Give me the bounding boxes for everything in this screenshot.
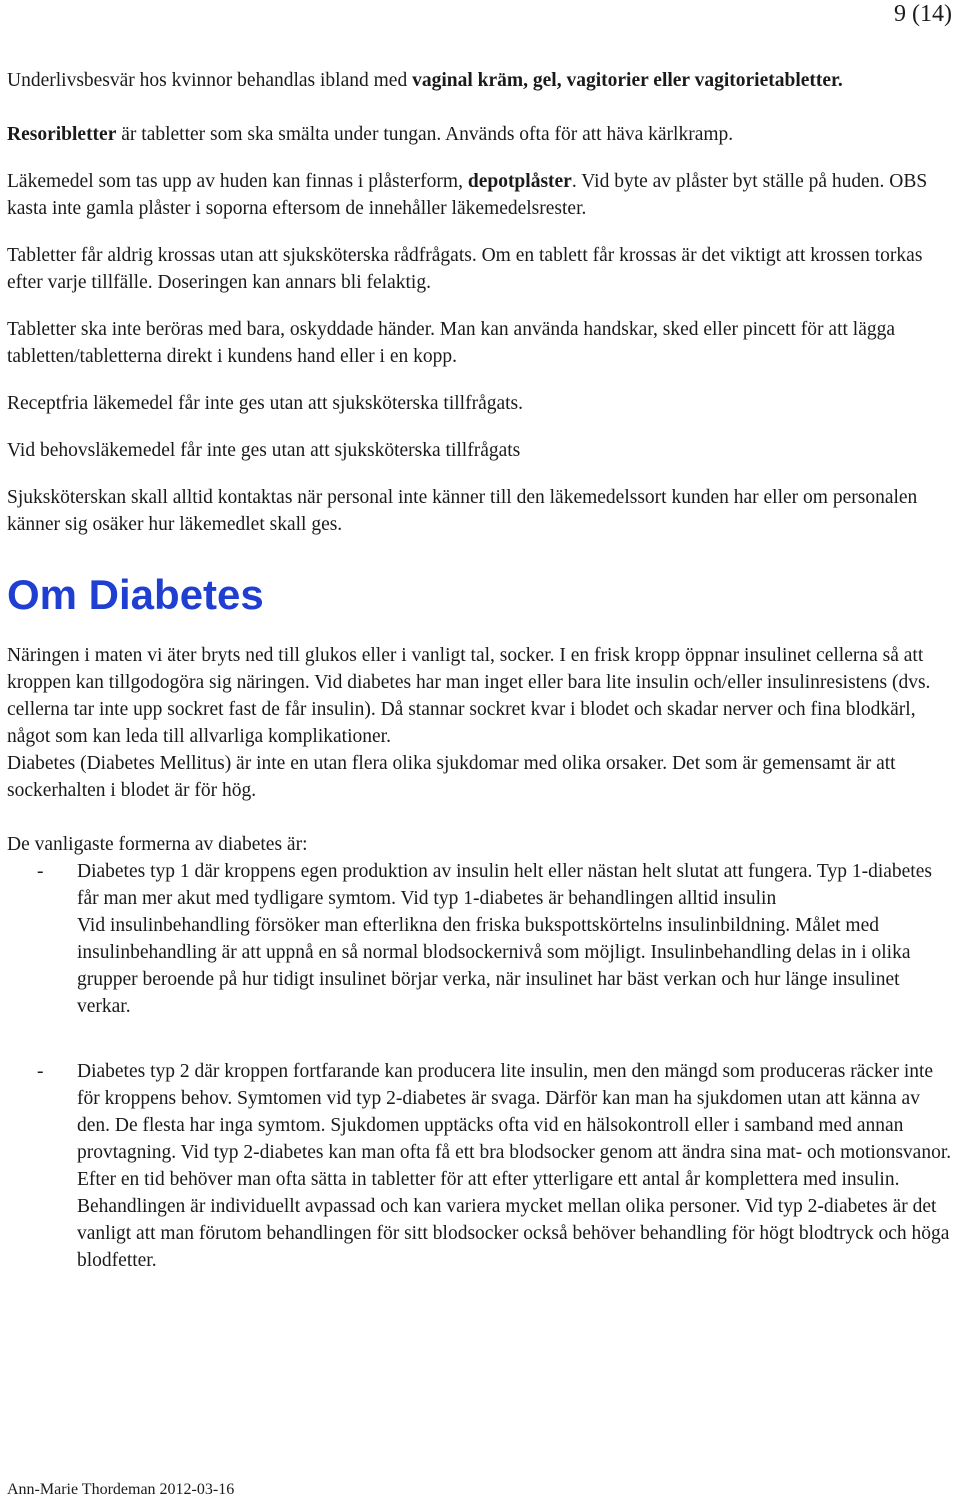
paragraph-diabetes-intro: Näringen i maten vi äter bryts ned till glukos eller i vanligt tal, socker. I en frisk kropp öppnar insulinet cellerna så att kroppen kan tillgodogöra sig näringen. Vid diabetes har man inget eller bara lite insulin och/eller insulinresistens (dvs. cellerna tar inte upp sockret fast de får insulin). Då stannar sockret kvar i blodet och skadar nerver och fina blodkärl, något som kan leda till allvarliga komplikationer. xyxy=(7,645,931,747)
list-dash: - xyxy=(37,1061,44,1082)
paragraph-resoribletter xyxy=(7,121,955,148)
list-item-text: Vid insulinbehandling försöker man efterlikna den friska bukspottskörtelns insulinbildning. Målet med insulinbehandling är att uppnå en så normal blodsockernivå som möjligt. Insulinbehandling delas in i olika grupper beroende på hur tidigt insulinet börjar verka, när insulinet har bäst verkan och hur länge insulinet verkar. xyxy=(77,915,911,1017)
page-number: 9 (14) xyxy=(894,1,952,27)
paragraph-depotplaster xyxy=(7,168,955,222)
list-dash: - xyxy=(37,861,44,882)
document-body xyxy=(7,67,955,1274)
paragraph-text: . Vid byte av plåster byt ställe på huden. OBS kasta inte gamla plåster i soporna eftersom de innehåller läkemedelsrester. xyxy=(7,171,928,219)
diabetes-type-list xyxy=(7,858,955,1274)
list-item xyxy=(7,858,955,1020)
bold-term: depotplåster xyxy=(467,171,572,192)
paragraph-text: är tabletter som ska smälta under tungan. Används ofta för att häva kärlkramp. xyxy=(116,124,734,145)
list-item-text: Diabetes typ 1 där kroppens egen produktion av insulin helt eller nästan helt slutat att fungera. Typ 1-diabetes får man mer akut med tydligare symtom. Vid typ 1-diabetes är behandlingen alltid insulin xyxy=(77,861,932,909)
paragraph-text: Underlivsbesvär hos kvinnor behandlas ibland med xyxy=(7,70,413,91)
paragraph-crushing: Tabletter får aldrig krossas utan att sjuksköterska rådfrågats. Om en tablett får krossas är det viktigt att krossen torkas efter varje tillfälle. Doseringen kan annars bli felaktig. xyxy=(7,245,923,293)
list-item-text: Diabetes typ 2 där kroppen fortfarande kan producera lite insulin, men den mängd som produceras räcker inte för kroppens behov. Symtomen vid typ 2-diabetes är svaga. Därför kan man ha sjukdomen utan att känna av den. De flesta har inga symtom. Sjukdomen upptäcks ofta vid en hälsokontroll eller i samband med annan provtagning. Vid typ 2-diabetes kan man ofta få ett bra blodsocker genom att ändra sina mat- och motionsvanor. Efter en tid behöver man ofta sätta in tabletter för att efter ytterligare ett antal år komplettera med insulin. Behandlingen är individuellt avpassad och kan variera mycket mellan olika personer. Vid typ 2-diabetes är det vanligt att man förutom behandlingen för sitt blodsocker också behöver behandling för högt blodtryck och höga blodfetter. xyxy=(77,1061,952,1271)
paragraph-prn: Vid behovsläkemedel får inte ges utan att sjuksköterska tillfrågats xyxy=(7,440,521,461)
paragraph-diabetes-types: Diabetes (Diabetes Mellitus) är inte en utan flera olika sjukdomar med olika orsaker. Det som är gemensamt är att sockerhalten i blodet är för hög. xyxy=(7,753,896,801)
paragraph-nurse-contact: Sjuksköterskan skall alltid kontaktas när personal inte känner till den läkemedelssort kunden har eller om personalen känner sig osäker hur läkemedlet skall ges. xyxy=(7,487,918,535)
footer-author-date: Ann-Marie Thordeman 2012-03-16 xyxy=(7,1481,235,1498)
paragraph-handling: Tabletter ska inte beröras med bara, oskyddade händer. Man kan använda handskar, sked eller pincett för att lägga tabletten/tabletterna direkt i kundens hand eller i en kopp. xyxy=(7,319,896,367)
section-heading: Om Diabetes xyxy=(7,571,264,618)
bold-term: Resoribletter xyxy=(7,124,117,145)
list-item xyxy=(7,1058,955,1274)
bold-term: vaginal kräm, gel, vagitorier eller vagitorietabletter. xyxy=(412,70,843,91)
paragraph-vaginal xyxy=(7,67,955,94)
list-intro: De vanligaste formerna av diabetes är: xyxy=(7,834,308,855)
paragraph-text: Läkemedel som tas upp av huden kan finnas i plåsterform, xyxy=(7,171,468,192)
paragraph-otc: Receptfria läkemedel får inte ges utan att sjuksköterska tillfrågats. xyxy=(7,393,524,414)
